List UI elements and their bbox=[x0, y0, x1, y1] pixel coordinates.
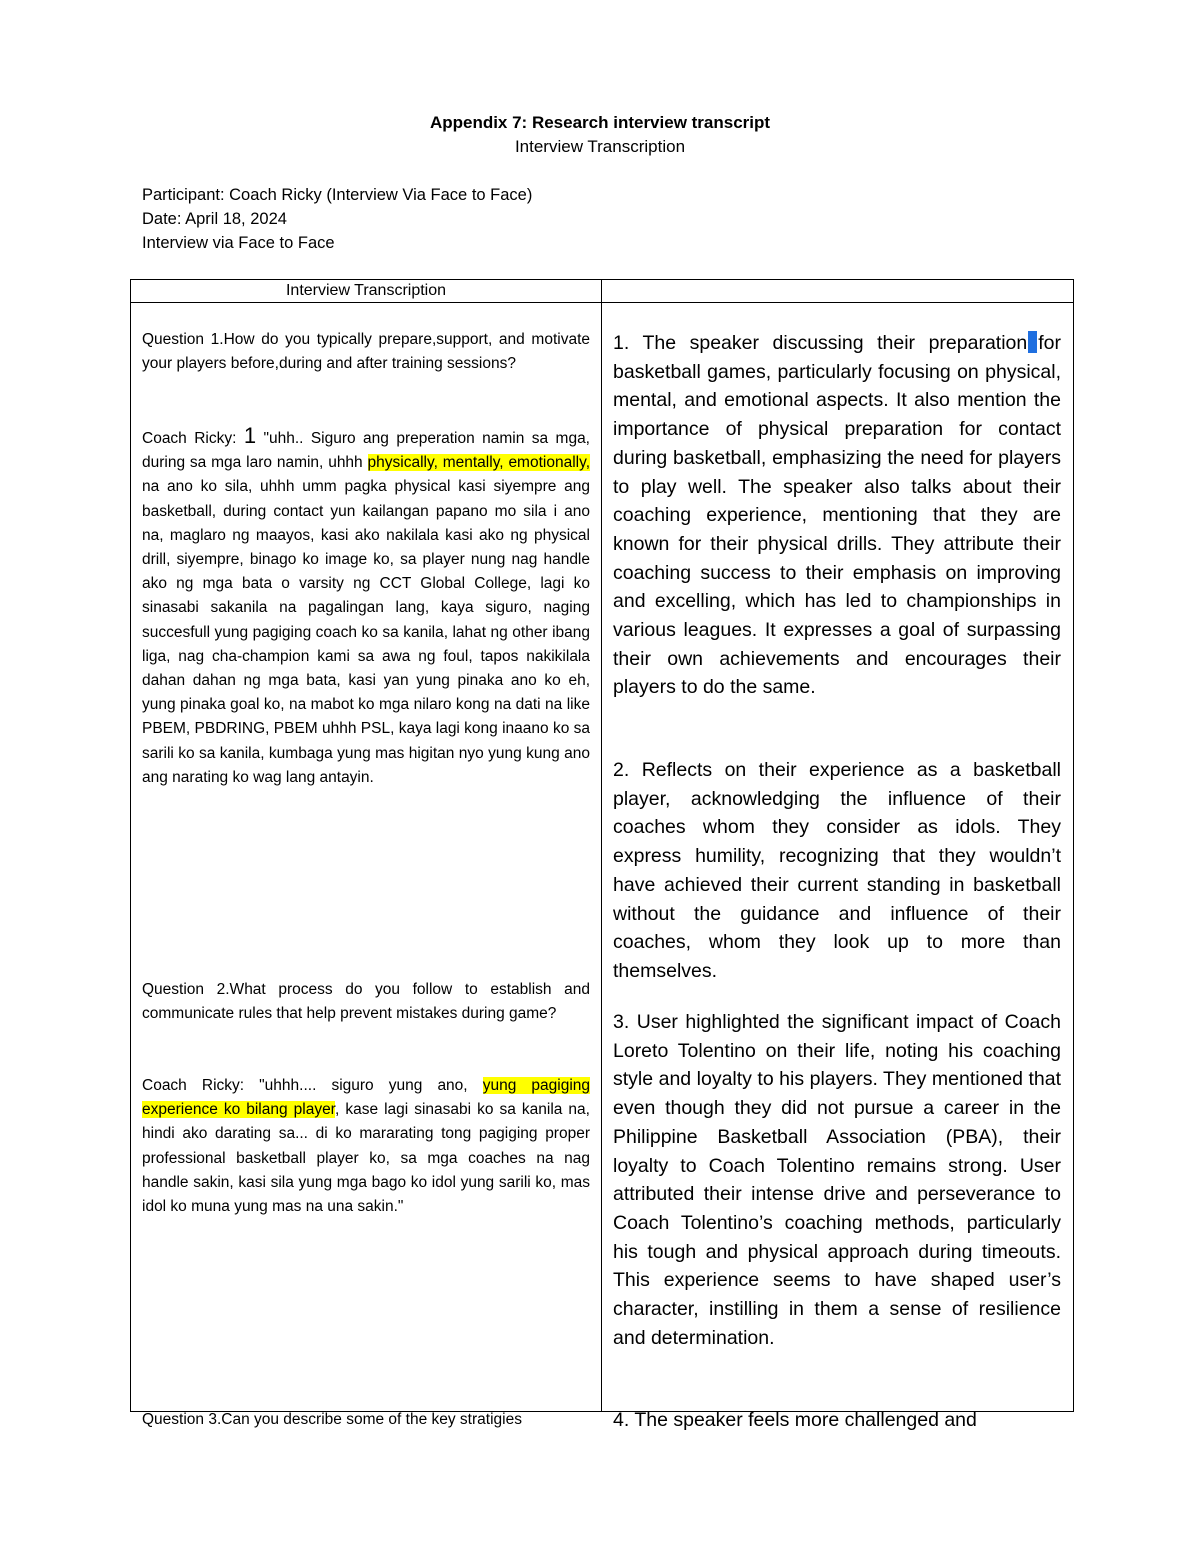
analysis-cell bbox=[602, 303, 1074, 1431]
analysis-3: 3. User highlighted the significant impact of Coach Loreto Tolentino on their life, noting his coaching style and loyalty to his players. They mentioned that even though they did not pursue a career in the Philippine Basketball Association (PBA), their loyalty to Coach Tolentino remains strong. User attributed their intense drive and perseverance to Coach Tolentino’s coaching methods, particularly his tough and physical approach during timeouts. This experience seems to have shaped user’s character, instilling in them a sense of resilience and determination. bbox=[613, 1011, 1061, 1349]
col-header-analysis bbox=[602, 280, 1074, 303]
question-3: Question 3.Can you describe some of the key stratigies bbox=[142, 1411, 522, 1428]
speaker-label: Coach Ricky: bbox=[142, 430, 244, 447]
table-body-row bbox=[131, 303, 1074, 1412]
interview-mode-line: Interview via Face to Face bbox=[142, 234, 335, 252]
text-cursor-icon bbox=[1028, 331, 1037, 353]
question-2: Question 2.What process do you follow to establish and communicate rules that help prevent mistakes during game? bbox=[142, 981, 590, 1023]
answer-number: 1 bbox=[243, 423, 257, 448]
answer-2: Coach Ricky: "uhhh.... siguro yung ano, yung pagiging experience ko bilang player, kase lagi sinasabi ko sa kanila na, hindi ako darating sa... di ko mararating tong pagiging proper professional basketball player ko, sa mga coaches na nag handle sakin, kasi sila yung mga bago ko idol yung sarili ko, mas idol ko muna yung mas na una sakin." bbox=[142, 1077, 591, 1216]
question-1: Question 1.How do you typically prepare,support, and motivate your players before,during and after training sessions? bbox=[142, 331, 590, 373]
transcript-table bbox=[130, 279, 1074, 1431]
date-line: Date: April 18, 2024 bbox=[142, 210, 287, 228]
highlighted-text: physically, mentally, emotionally, bbox=[367, 454, 590, 472]
page-title: Appendix 7: Research interview transcript bbox=[429, 113, 771, 132]
page-subtitle: Interview Transcription bbox=[514, 137, 686, 156]
col-header-transcription: Interview Transcription bbox=[131, 280, 602, 303]
participant-line: Participant: Coach Ricky (Interview Via Face to Face) bbox=[142, 186, 533, 204]
transcription-cell bbox=[131, 303, 602, 1428]
analysis-1: 1. The speaker discussing their preparation for basketball games, particularly focusing on physical, mental, and emotional aspects. It also mention the importance of physical preparation for contact during basketball, emphasizing the need for players to play well. The speaker also talks about their coaching experience, mentioning that they are known for their physical drills. They attribute their coaching success to their emphasis on improving and excelling, which has led to championships in various leagues. It expresses a goal of surpassing their own achievements and encourages their players to do the same. bbox=[613, 332, 1061, 699]
table-header-row bbox=[131, 280, 1074, 303]
answer-1: Coach Ricky: 1 "uhh.. Siguro ang preperation namin sa mga, during sa mga laro namin, uhhh physically, mentally, emotionally, na ano ko sila, uhhh umm pagka physical kasi siyempre ang basketball, during contact yun kailangan papano mo sila i ano na, maglaro ng maayos, kasi ako nakilala kasi ako ng physical drill, siyempre, binago ko image ko, sa player nung nag handle ako ng mga bata o varsity ng CCT Global College, lagi ko sinasabi sakanila na pagalingan lang, kaya siguro, naging succesfull yung pagiging coach ko sa kanila, lahat ng other ibang liga, nag cha-champion kami sa awa ng foul, tapos nakikilala dahan dahan ng mga bata, kasi yan yung pinaka ano ko eh, yung pinaka goal ko, na mabot ko mga nilaro kong na dati na like PBEM, PBDRING, PBEM uhhh PSL, kaya lagi kong inaano ko sa sarili ko sa kanila, kumbaga yung mas higitan nyo yung kung ano ang narating ko wag lang antayin. bbox=[142, 423, 591, 786]
analysis-4: 4. The speaker feels more challenged and bbox=[613, 1409, 977, 1431]
highlighted-text: yung pagiging experience ko bilang player bbox=[142, 1077, 591, 1119]
analysis-2: 2. Reflects on their experience as a basketball player, acknowledging the influence of their coaches whom they consider as idols. They express humility, recognizing that they wouldn’t have achieved their current standing in basketball without the guidance and influence of their coaches, whom they look up to more than themselves. bbox=[613, 759, 1061, 982]
